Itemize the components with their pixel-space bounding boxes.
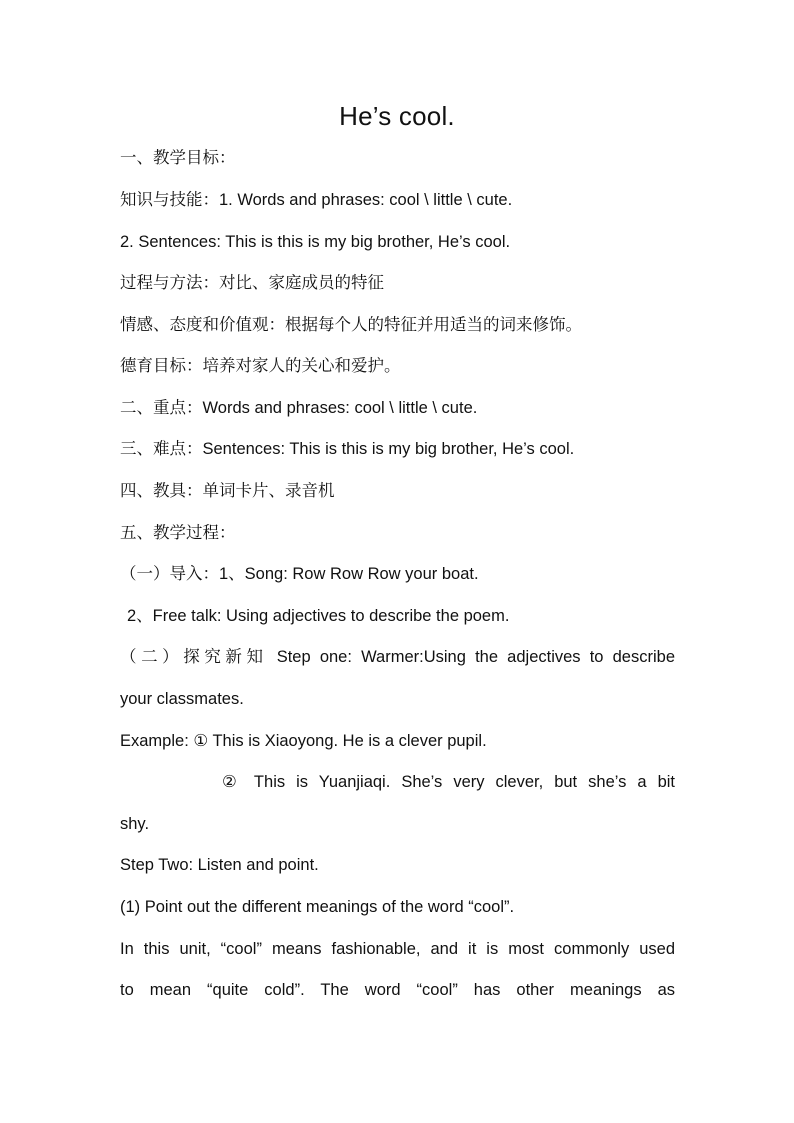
step-one-line: （二）探究新知 Step one: Warmer:Using the adjectives to describe [120,648,675,666]
lead-in-line: （一）导入：1、Song: Row Row Row your boat. [120,565,479,583]
sentences-line: 2. Sentences: This is this is my big brother, He’s cool. [120,233,511,251]
teaching-process-heading: 五、教学过程： [120,524,236,542]
example-two-line: ② This is Yuanjiaqi. She’s very clever, but she’s a bit [222,773,675,791]
knowledge-skills-line: 知识与技能：1. Words and phrases: cool \ little \ cute. [120,191,513,209]
section-objectives-heading: 一、教学目标： [120,149,236,167]
key-points-line: 二、重点：Words and phrases: cool \ little \ cute. [120,399,478,417]
example-one-line: Example: ① This is Xiaoyong. He is a clever pupil. [120,732,487,750]
emotion-attitude-line: 情感、态度和价值观：根据每个人的特征并用适当的词来修饰。 [120,316,582,334]
teaching-aids-line: 四、教具：单词卡片、录音机 [120,482,335,500]
free-talk-line: 2、Free talk: Using adjectives to describe the poem. [127,607,510,625]
difficulties-line: 三、难点：Sentences: This is this is my big brother, He’s cool. [120,440,575,458]
cool-meaning-line: In this unit, “cool” means fashionable, and it is most commonly used [120,940,675,958]
step-one-continuation: your classmates. [120,690,244,708]
step-two-line: Step Two: Listen and point. [120,856,319,874]
cool-meaning-continuation: to mean “quite cold”. The word “cool” has other meanings as [120,981,675,999]
example-two-continuation: shy. [120,815,150,833]
process-method-line: 过程与方法：对比、家庭成员的特征 [120,274,384,292]
moral-goal-line: 德育目标：培养对家人的关心和爱护。 [120,357,401,375]
point-out-line: (1) Point out the different meanings of the word “cool”. [120,898,515,916]
document-title: He’s cool. [339,101,455,131]
